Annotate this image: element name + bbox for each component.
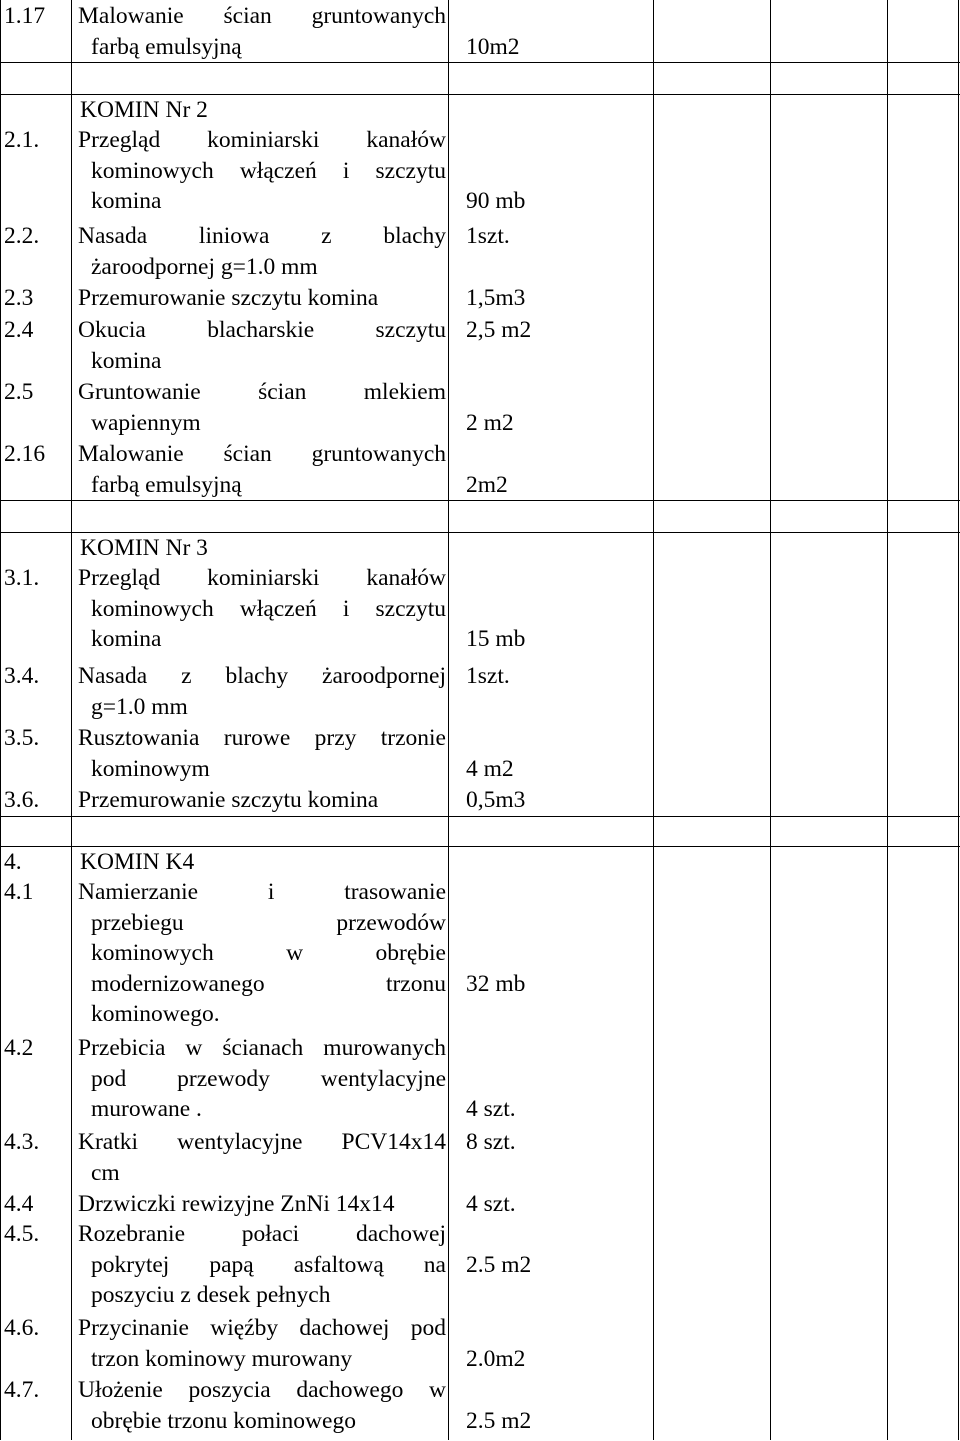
item-description	[78, 563, 446, 655]
table-row	[0, 1189, 960, 1219]
description-line: Namierzanie i trasowanie	[78, 879, 446, 905]
item-quantity: 90 mb	[466, 188, 526, 214]
table-row	[0, 1127, 960, 1189]
description-line: obrębie trzonu kominowego	[91, 1407, 356, 1434]
table-row	[0, 63, 960, 95]
table-row	[0, 1313, 960, 1375]
item-quantity: 1szt.	[466, 223, 510, 249]
table-row	[0, 877, 960, 1033]
description-line: Drzwiczki rewizyjne ZnNi 14x14	[78, 1191, 395, 1217]
item-description	[78, 533, 446, 564]
item-number: 3.6.	[4, 787, 40, 813]
table-row	[0, 723, 960, 785]
description-line: Przegląd kominiarski kanałów	[78, 565, 446, 591]
description-line: pod przewody wentylacyjne	[91, 1065, 446, 1092]
item-quantity: 2.5 m2	[466, 1251, 532, 1278]
description-line: Nasada liniowa z blachy	[78, 223, 446, 249]
item-description	[78, 661, 446, 722]
item-number: 4.6.	[4, 1315, 40, 1341]
description-line: Przemurowanie szczytu komina	[78, 787, 379, 813]
description-line: Przemurowanie szczytu komina	[78, 285, 379, 311]
item-number: 3.4.	[4, 663, 40, 689]
item-quantity: 4 szt.	[466, 1191, 516, 1217]
item-description	[78, 439, 446, 500]
table-row	[0, 817, 960, 847]
table-row	[0, 1033, 960, 1127]
item-description	[78, 1033, 446, 1125]
description-line: Gruntowanie ścian mlekiem	[78, 379, 446, 405]
description-line: KOMIN Nr 3	[80, 535, 208, 561]
table-row	[0, 563, 960, 661]
item-quantity: 2m2	[466, 471, 508, 498]
table-row	[0, 283, 960, 315]
description-line: farbą emulsyjną	[91, 33, 242, 60]
item-quantity: 0,5m3	[466, 787, 526, 813]
item-description	[78, 1127, 446, 1188]
table-row	[0, 501, 960, 533]
item-description	[78, 283, 446, 314]
item-description	[78, 1375, 446, 1436]
item-description	[78, 315, 446, 376]
item-description	[78, 1, 446, 62]
description-line: komina	[91, 347, 162, 374]
item-quantity: 15 mb	[466, 626, 526, 652]
item-quantity: 10m2	[466, 33, 520, 60]
table-row	[0, 661, 960, 723]
item-description	[78, 95, 446, 126]
item-quantity: 2.0m2	[466, 1345, 526, 1372]
table-row	[0, 847, 960, 877]
item-number: 4.	[4, 849, 22, 875]
item-number: 4.7.	[4, 1377, 40, 1403]
description-line: komina	[91, 188, 162, 214]
item-number: 2.5	[4, 379, 34, 405]
item-description	[78, 377, 446, 438]
description-line: Rozebranie połaci dachowej	[78, 1221, 446, 1247]
description-line: farbą emulsyjną	[91, 471, 242, 498]
table-row	[0, 221, 960, 283]
item-description	[78, 847, 446, 878]
table-row	[0, 439, 960, 501]
description-line: Ułożenie poszycia dachowego w	[78, 1377, 446, 1403]
table-row	[0, 377, 960, 439]
description-line: Kratki wentylacyjne PCV14x14	[78, 1129, 446, 1155]
item-number: 3.1.	[4, 565, 40, 591]
table-row	[0, 1375, 960, 1441]
item-description	[78, 723, 446, 784]
item-description	[78, 221, 446, 282]
item-quantity: 2 m2	[466, 409, 514, 436]
description-line: modernizowanego trzonu	[91, 970, 446, 997]
description-line: kominowego.	[91, 1001, 220, 1027]
description-line: kominowych włączeń i szczytu	[91, 595, 446, 622]
description-line: KOMIN K4	[80, 849, 195, 875]
item-description	[78, 1189, 446, 1220]
description-line: Rusztowania rurowe przy trzonie	[78, 725, 446, 751]
item-quantity: 1,5m3	[466, 285, 526, 311]
description-line: Przebicia w ścianach murowanych	[78, 1035, 446, 1061]
item-number: 4.5.	[4, 1221, 40, 1247]
item-number: 4.3.	[4, 1129, 40, 1155]
description-line: żaroodpornej g=1.0 mm	[91, 253, 318, 280]
item-number: 2.3	[4, 285, 34, 311]
item-number: 2.16	[4, 441, 46, 467]
item-description	[78, 125, 446, 217]
item-number: 4.2	[4, 1035, 34, 1061]
item-quantity: 4 szt.	[466, 1096, 516, 1122]
item-number: 4.4	[4, 1191, 34, 1217]
item-quantity: 32 mb	[466, 970, 526, 997]
description-line: murowane .	[91, 1096, 202, 1122]
description-line: poszyciu z desek pełnych	[91, 1282, 331, 1308]
description-line: Malowanie ścian gruntowanych	[78, 3, 446, 29]
description-line: wapiennym	[91, 409, 201, 436]
description-line: Przegląd kominiarski kanałów	[78, 127, 446, 153]
item-quantity: 2,5 m2	[466, 317, 532, 343]
item-number: 2.4	[4, 317, 34, 343]
item-quantity: 1szt.	[466, 663, 510, 689]
description-line: kominowym	[91, 755, 210, 782]
description-line: Okucia blacharskie szczytu	[78, 317, 446, 343]
table-row	[0, 95, 960, 125]
item-number: 3.5.	[4, 725, 40, 751]
description-line: trzon kominowy murowany	[91, 1345, 353, 1372]
table-row	[0, 785, 960, 817]
description-line: kominowych włączeń i szczytu	[91, 157, 446, 184]
table-row	[0, 1219, 960, 1313]
description-line: Malowanie ścian gruntowanych	[78, 441, 446, 467]
table-row	[0, 1, 960, 63]
item-number: 1.17	[4, 3, 46, 29]
item-quantity: 4 m2	[466, 755, 514, 782]
description-line: KOMIN Nr 2	[80, 97, 208, 123]
description-line: przebiegu przewodów	[91, 909, 446, 936]
description-line: Przycinanie więźby dachowej pod	[78, 1315, 446, 1341]
item-description	[78, 1219, 446, 1311]
item-number: 2.1.	[4, 127, 40, 153]
item-quantity: 8 szt.	[466, 1129, 516, 1155]
description-line: komina	[91, 626, 162, 652]
table-row	[0, 315, 960, 377]
table-row	[0, 533, 960, 563]
item-description	[78, 877, 446, 1030]
item-quantity: 2.5 m2	[466, 1407, 532, 1434]
description-line: g=1.0 mm	[91, 693, 188, 720]
description-line: Nasada z blachy żaroodpornej	[78, 663, 446, 689]
item-number: 4.1	[4, 879, 34, 905]
description-line: cm	[91, 1159, 120, 1186]
item-description	[78, 1313, 446, 1374]
description-line: pokrytej papą asfaltową na	[91, 1251, 446, 1278]
item-number: 2.2.	[4, 223, 40, 249]
item-description	[78, 785, 446, 816]
table-row	[0, 125, 960, 221]
description-line: kominowych w obrębie	[91, 940, 446, 966]
